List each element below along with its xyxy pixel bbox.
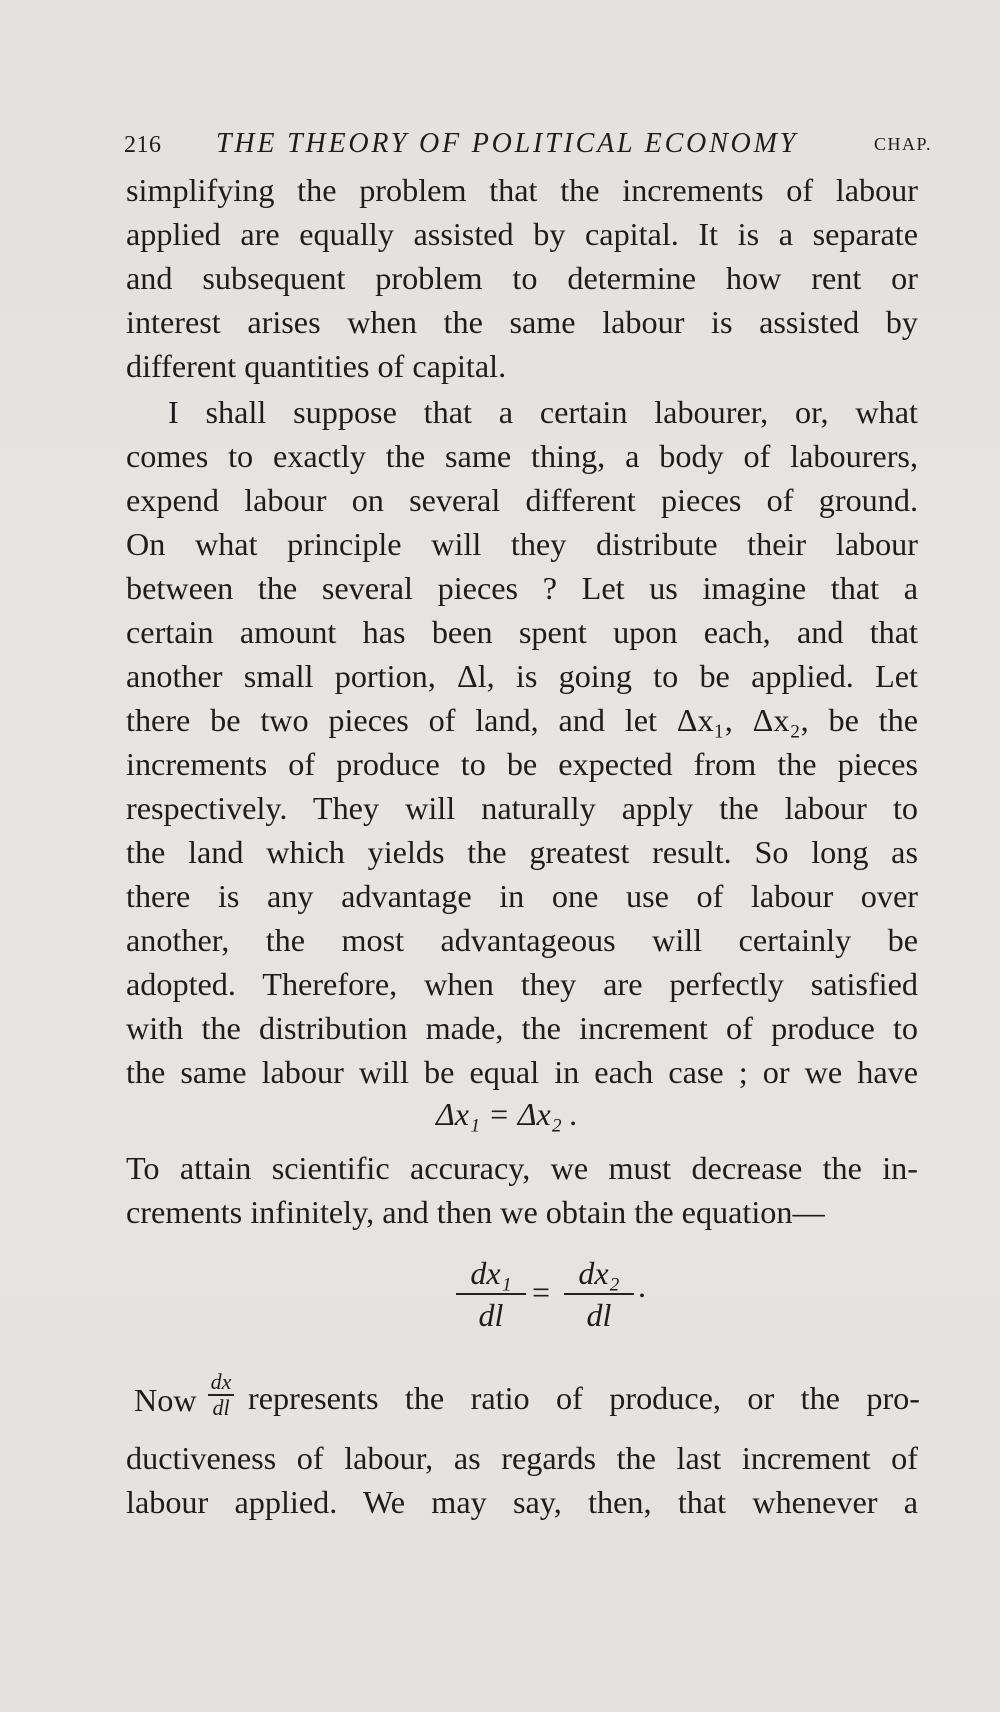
text-line: To attain scientific accuracy, we must decrease the in-: [126, 1150, 918, 1186]
text-line: simplifying the problem that the increments of labour: [126, 172, 918, 208]
fraction-numerator: dx₁: [470, 1255, 512, 1291]
fraction-numerator: dx: [210, 1369, 232, 1394]
page-header: [124, 122, 940, 162]
text-line: expend labour on several different pieces of ground.: [126, 482, 918, 518]
text-word-now: Now: [134, 1382, 197, 1418]
text-line: ductiveness of labour, as regards the last increment of: [126, 1440, 918, 1476]
inline-fraction-dx-dl: [208, 1370, 234, 1420]
text-line: increments of produce to be expected from the pieces: [126, 746, 918, 782]
text-line: comes to exactly the same thing, a body of labourers,: [126, 438, 918, 474]
text-line: there is any advantage in one use of labour over: [126, 878, 918, 914]
fraction-bar: [564, 1293, 634, 1295]
text-line: adopted. Therefore, when they are perfectly satisfied: [126, 966, 918, 1002]
text-line: interest arises when the same labour is assisted by: [126, 304, 918, 340]
text-line: certain amount has been spent upon each, and that: [126, 614, 918, 650]
fraction-numerator: dx₂: [578, 1255, 620, 1291]
text-line: On what principle will they distribute their labour: [126, 526, 918, 562]
fraction-denominator: dl: [478, 1297, 504, 1333]
fraction-dx1-dl: [456, 1254, 526, 1334]
text-line: different quantities of capital.: [126, 348, 507, 384]
fraction-dx2-dl: [564, 1254, 634, 1334]
fraction-bar: [456, 1293, 526, 1295]
fraction-denominator: dl: [212, 1395, 230, 1420]
text-line: respectively. They will naturally apply the labour to: [126, 790, 918, 826]
text-line: I shall suppose that a certain labourer, or, what: [168, 394, 918, 430]
equals-sign: =: [532, 1274, 551, 1310]
equation-end-mark: .: [638, 1268, 646, 1304]
text-line: another small portion, Δl, is going to be applied. Let: [126, 658, 918, 694]
text-line: the same labour will be equal in each case ; or we have: [126, 1054, 918, 1090]
text-line: applied are equally assisted by capital. It is a separate: [126, 216, 918, 252]
text-line: represents the ratio of produce, or the pro-: [248, 1380, 920, 1416]
text-line: there be two pieces of land, and let Δx₁, Δx₂, be the: [126, 702, 918, 738]
chapter-mark: CHAP.: [873, 134, 932, 154]
fraction-denominator: dl: [586, 1297, 612, 1333]
text-line: and subsequent problem to determine how rent or: [126, 260, 918, 296]
text-line: crements infinitely, and then we obtain the equation—: [126, 1194, 825, 1230]
equation-delta: Δx₁ = Δx₂ .: [436, 1096, 578, 1132]
text-line: the land which yields the greatest result. So long as: [126, 834, 918, 870]
text-line: between the several pieces ? Let us imagine that a: [126, 570, 918, 606]
text-line: labour applied. We may say, then, that whenever a: [126, 1484, 918, 1520]
page-number: 216: [124, 132, 162, 158]
text-line: with the distribution made, the increment of produce to: [126, 1010, 918, 1046]
text-line: another, the most advantageous will certainly be: [126, 922, 918, 958]
running-title: THE THEORY OF POLITICAL ECONOMY: [216, 128, 799, 159]
